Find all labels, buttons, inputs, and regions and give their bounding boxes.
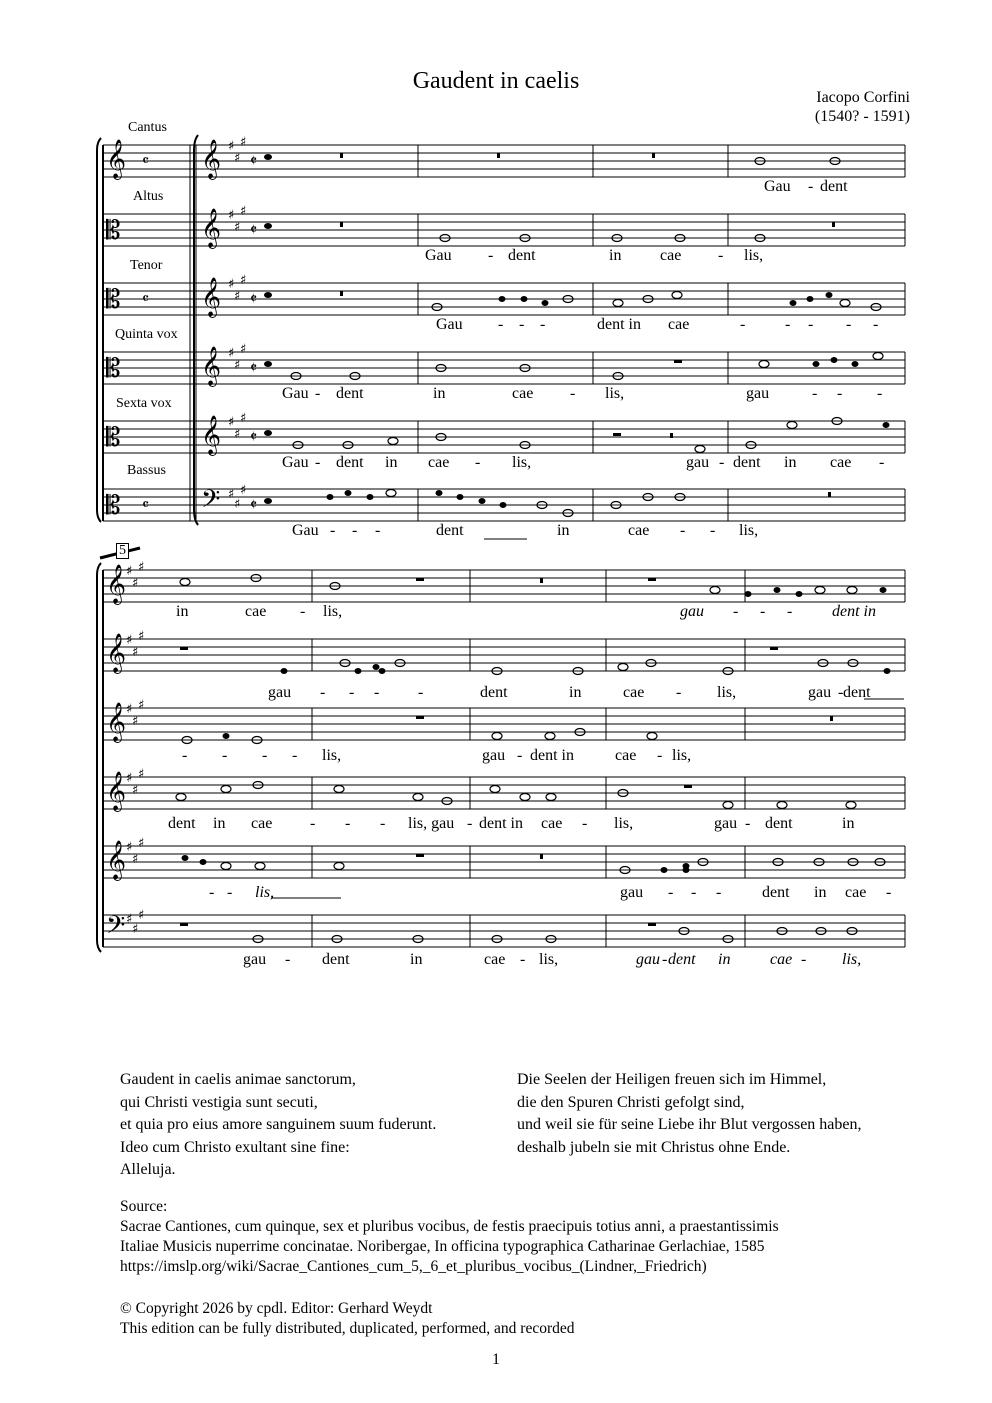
svg-text:𝄵: 𝄵 <box>250 495 258 514</box>
lyric-syllable: Gau <box>764 178 791 195</box>
lyric-syllable: - <box>292 747 298 764</box>
lyric-syllable: dent <box>480 684 508 701</box>
svg-text:♯: ♯ <box>234 151 241 166</box>
text-line: Alleluja. <box>120 1161 176 1178</box>
text-line: Gaudent in caelis animae sanctorum, <box>120 1071 356 1088</box>
lyric-syllable: Gau <box>436 316 463 333</box>
svg-text:♯: ♯ <box>126 702 133 717</box>
lyric-syllable: in <box>176 603 189 620</box>
treble-clef-icon: 𝄞 <box>201 208 222 248</box>
extenders <box>271 539 904 898</box>
page-number: 1 <box>492 1351 500 1368</box>
lyric-syllable: - <box>808 316 814 333</box>
svg-text:𝄵: 𝄵 <box>250 220 258 239</box>
lyric-syllable: - <box>668 884 674 901</box>
text-line: Die Seelen der Heiligen freuen sich im Himmel, <box>517 1071 827 1088</box>
lyric-syllable: in <box>433 385 446 402</box>
lyric-syllable: - <box>808 178 814 195</box>
bass-clef-icon: 𝄢 <box>201 485 221 520</box>
lyric-syllable: dent <box>322 951 350 968</box>
svg-text:♯: ♯ <box>240 204 247 219</box>
lyric-syllable: gau <box>268 684 292 701</box>
lyric-syllable: cae <box>251 815 273 832</box>
voice-label-sexta-vox: Sexta vox <box>116 396 172 411</box>
svg-text:♯: ♯ <box>138 629 145 644</box>
text-line: qui Christi vestigia sunt secuti, <box>120 1093 318 1111</box>
lyric-syllable: - <box>710 522 716 539</box>
svg-text:♯: ♯ <box>126 840 133 855</box>
svg-text:𝄴: 𝄴 <box>142 151 150 170</box>
voice-label-cantus: Cantus <box>128 120 167 135</box>
lyric-syllable: - <box>488 247 494 264</box>
lyric-syllable: in <box>213 815 226 832</box>
lyric-syllable: - <box>877 385 883 402</box>
svg-text:♯: ♯ <box>234 497 241 512</box>
lyric-syllable: cae <box>623 684 645 701</box>
text-line: und weil sie für seine Liebe ihr Blut vergossen haben, <box>517 1116 862 1133</box>
svg-text:♯: ♯ <box>138 698 145 713</box>
copyright-line: © Copyright 2026 by cpdl. Editor: Gerhard Weydt <box>120 1300 433 1317</box>
lyric-syllable: - <box>662 951 668 968</box>
lyric-syllable: - <box>886 884 892 901</box>
lyric-syllable: dent in <box>597 316 641 333</box>
lyric-syllable: cae <box>628 522 650 539</box>
staff-sexta-2 <box>103 846 905 878</box>
license-line: This edition can be fully distributed, duplicated, performed, and recorded <box>120 1320 575 1337</box>
lyric-syllable: cae <box>245 603 267 620</box>
svg-text:𝄵: 𝄵 <box>250 289 258 308</box>
staff-bassus-2 <box>103 915 905 947</box>
lyric-syllable: cae <box>428 454 450 471</box>
lyric-syllable: lis, <box>605 385 625 402</box>
lyric-syllable: gau <box>746 385 770 402</box>
lyric-syllable: - <box>582 815 588 832</box>
latin-text <box>120 1069 436 1182</box>
lyric-syllable: gau <box>243 951 267 968</box>
lyric-syllable: - <box>801 951 807 968</box>
lyric-syllable: lis, <box>539 951 559 968</box>
lyric-syllable: gau <box>620 884 644 901</box>
lyric-syllable: - <box>374 684 380 701</box>
lyric-syllable: - <box>812 385 818 402</box>
lyric-syllable: dent <box>820 178 848 195</box>
text-line: Ideo cum Christo exultant sine fine: <box>120 1138 350 1156</box>
svg-text:♯: ♯ <box>132 783 139 798</box>
lyric-syllable: - <box>352 522 358 539</box>
lyric-syllable: dent <box>168 815 196 832</box>
svg-text:𝄵: 𝄵 <box>250 358 258 377</box>
lyric-syllable: lis, <box>672 747 692 764</box>
lyric-syllable: - <box>787 603 793 620</box>
lyric-syllable: dent <box>436 522 464 539</box>
svg-text:♯: ♯ <box>234 220 241 235</box>
lyric-syllable: dent <box>336 454 364 471</box>
lyric-syllable: - <box>467 815 473 832</box>
lyric-syllable: - <box>262 747 268 764</box>
lyric-syllable: Gau <box>282 454 309 471</box>
lyric-syllable: dent <box>762 884 790 901</box>
svg-text:♯: ♯ <box>132 645 139 660</box>
staff-cantus-2 <box>103 570 905 602</box>
lyric-syllable: dent in <box>832 603 876 620</box>
lyric-syllable: - <box>680 522 686 539</box>
staff-altus-1 <box>103 214 905 246</box>
treble-clef-icon: 𝄞 <box>106 139 127 179</box>
svg-text:♯: ♯ <box>126 912 133 927</box>
composer-name: Iacopo Corfini <box>816 89 910 106</box>
lyric-syllable: lis, <box>739 522 759 539</box>
lyric-syllable: lis, gau <box>408 815 455 832</box>
lyric-syllable: - <box>330 522 336 539</box>
lyric-syllable: lis, <box>744 247 764 264</box>
lyric-syllable: lis, <box>512 454 532 471</box>
lyric-syllable: - <box>837 385 843 402</box>
lyric-syllable: cae <box>541 815 563 832</box>
source-line: Sacrae Cantiones, cum quinque, sex et pluribus vocibus, de festis praecipuis totius anni, a praestantissimis <box>120 1218 779 1235</box>
source-link[interactable]: https://imslp.org/wiki/Sacrae_Cantiones_cum_5,_6_et_pluribus_vocibus_(Lindner,_Friedrich) <box>120 1258 707 1275</box>
svg-text:♯: ♯ <box>240 411 247 426</box>
treble-clef-icon: 𝄞 <box>106 633 127 673</box>
lyric-syllable: gau <box>636 951 660 968</box>
lyric-syllable: - <box>733 603 739 620</box>
lyric-syllable: - <box>345 815 351 832</box>
lyric-syllable: Gau <box>292 522 319 539</box>
lyric-syllable: lis, <box>717 684 737 701</box>
treble-clef-icon: 𝄞 <box>201 415 222 455</box>
source-line: Italiae Musicis nuperrime concinatae. Noribergae, In officina typographica Catharinae Gerlachiae, 1585 <box>120 1238 765 1255</box>
lyric-syllable: cae <box>770 951 793 968</box>
lyric-syllable: - <box>838 684 844 701</box>
svg-text:𝄴: 𝄴 <box>142 495 150 514</box>
measure-number: 5 <box>116 543 129 559</box>
treble-clef-icon: 𝄞 <box>106 564 127 604</box>
text-line: deshalb jubeln sie mit Christus ohne Ende. <box>517 1138 791 1156</box>
bass-clef-icon: 𝄢 <box>106 911 126 946</box>
lyric-syllable: cae <box>845 884 867 901</box>
svg-text:𝄵: 𝄵 <box>250 151 258 170</box>
treble-clef-icon: 𝄞 <box>106 702 127 742</box>
c-clef-icon: 𝄡 <box>106 423 121 453</box>
svg-text:♯: ♯ <box>240 342 247 357</box>
lyric-syllable: gau <box>482 747 506 764</box>
lyric-syllable: gau <box>680 603 704 620</box>
lyric-syllable: gau <box>686 454 710 471</box>
treble-clef-icon: 𝄞 <box>106 771 127 811</box>
lyric-syllable: - <box>315 454 321 471</box>
lyric-syllable: - <box>285 951 291 968</box>
lyric-syllable: gau <box>714 815 738 832</box>
lyric-syllable: in <box>784 454 797 471</box>
lyric-syllable: lis, <box>614 815 634 832</box>
lyric-syllable: - <box>375 522 381 539</box>
lyric-syllable: dent <box>336 385 364 402</box>
svg-text:♯: ♯ <box>138 908 145 923</box>
svg-text:𝄴: 𝄴 <box>142 289 150 308</box>
c-clef-icon: 𝄡 <box>106 216 121 246</box>
lyric-syllable: in <box>718 951 731 968</box>
copyright-block <box>120 1299 575 1339</box>
page-title: Gaudent in caelis <box>412 68 580 94</box>
lyric-syllable: cae <box>830 454 852 471</box>
lyric-syllable: in <box>385 454 398 471</box>
svg-text:𝄵: 𝄵 <box>250 427 258 446</box>
lyric-syllable: - <box>227 884 233 901</box>
lyric-syllable: in <box>569 684 582 701</box>
treble-clef-icon: 𝄞 <box>201 346 222 386</box>
lyric-syllable: - <box>182 747 188 764</box>
lyric-syllable: in <box>842 815 855 832</box>
lyric-syllable: dent <box>508 247 536 264</box>
lyric-syllable: - <box>691 884 697 901</box>
lyric-syllable: in <box>814 884 827 901</box>
voice-label-tenor: Tenor <box>130 258 163 273</box>
svg-text:♯: ♯ <box>132 714 139 729</box>
lyric-syllable: - <box>570 385 576 402</box>
lyric-syllable: - <box>498 316 504 333</box>
staff-sexta-1 <box>103 421 905 453</box>
lyric-syllable: - <box>716 884 722 901</box>
lyric-syllable: - <box>418 684 424 701</box>
svg-text:♯: ♯ <box>126 564 133 579</box>
lyric-syllable: dent <box>733 454 761 471</box>
alto-clefs <box>106 216 121 521</box>
svg-text:♯: ♯ <box>228 346 235 361</box>
lyric-syllable: - <box>349 684 355 701</box>
svg-text:♯: ♯ <box>228 487 235 502</box>
lyric-syllable: lis, <box>323 603 343 620</box>
lyric-syllable: Gau <box>425 247 452 264</box>
text-line: et quia pro eius amore sanguinem suum fuderunt. <box>120 1116 437 1133</box>
svg-text:♯: ♯ <box>132 852 139 867</box>
lyric-syllable: in <box>609 247 622 264</box>
voice-label-bassus: Bassus <box>127 463 166 478</box>
lyric-syllable: dent <box>843 684 871 701</box>
lyric-syllable: - <box>846 316 852 333</box>
staff-cantus-1 <box>103 145 905 177</box>
lyric-syllable: dent in <box>479 815 523 832</box>
staff-quinta-1 <box>103 352 905 384</box>
lyric-syllable: cae <box>484 951 506 968</box>
source-block <box>120 1197 779 1277</box>
lyric-syllable: - <box>310 815 316 832</box>
svg-text:♯: ♯ <box>234 289 241 304</box>
lyric-syllable: lis, <box>322 747 342 764</box>
lyric-syllable: - <box>676 684 682 701</box>
svg-text:♯: ♯ <box>240 273 247 288</box>
lyric-syllable: cae <box>668 316 690 333</box>
lyric-syllable: gau <box>808 684 832 701</box>
lyric-syllable: - <box>320 684 326 701</box>
svg-text:♯: ♯ <box>132 922 139 937</box>
lyric-syllable: Gau <box>282 385 309 402</box>
lyric-syllable: - <box>657 747 663 764</box>
lyric-syllable: cae <box>660 247 682 264</box>
lyric-syllable: lis, <box>255 884 275 901</box>
lyric-syllable: cae <box>512 385 534 402</box>
lyric-syllable: - <box>719 454 725 471</box>
lyric-syllable: - <box>879 454 885 471</box>
lyric-syllable: in <box>410 951 423 968</box>
source-heading: Source: <box>120 1198 168 1215</box>
composer-dates: (1540? - 1591) <box>814 108 910 125</box>
staff-quinta-2 <box>103 777 905 809</box>
lyric-syllable: - <box>520 951 526 968</box>
c-clef-icon: 𝄡 <box>106 491 121 521</box>
svg-text:♯: ♯ <box>126 633 133 648</box>
lyric-syllable: - <box>380 815 386 832</box>
svg-text:♯: ♯ <box>240 483 247 498</box>
lyric-syllable: - <box>519 316 525 333</box>
treble-clef-icon: 𝄞 <box>106 840 127 880</box>
svg-text:♯: ♯ <box>228 139 235 154</box>
treble-clef-icon: 𝄞 <box>201 277 222 317</box>
svg-text:♯: ♯ <box>126 771 133 786</box>
svg-text:♯: ♯ <box>228 277 235 292</box>
svg-text:♯: ♯ <box>228 415 235 430</box>
svg-text:♯: ♯ <box>138 767 145 782</box>
lyric-syllable: - <box>209 884 215 901</box>
text-line: die den Spuren Christi gefolgt sind, <box>517 1093 745 1111</box>
lyric-syllable: - <box>785 316 791 333</box>
lyric-syllable: - <box>300 603 306 620</box>
lyric-syllable: lis, <box>842 951 862 968</box>
lyric-syllable: - <box>718 247 724 264</box>
lyric-syllable: - <box>315 385 321 402</box>
lyric-syllable: - <box>760 603 766 620</box>
staff-altus-2 <box>103 639 905 671</box>
lyric-syllable: - <box>475 454 481 471</box>
c-clef-icon: 𝄡 <box>106 354 121 384</box>
lyric-syllable: - <box>540 316 546 333</box>
svg-text:♯: ♯ <box>138 836 145 851</box>
lyric-syllable: in <box>557 522 570 539</box>
voice-label-altus: Altus <box>133 189 164 204</box>
treble-clef-icon: 𝄞 <box>201 139 222 179</box>
c-clef-icon: 𝄡 <box>106 285 121 315</box>
svg-text:♯: ♯ <box>234 358 241 373</box>
svg-text:♯: ♯ <box>228 208 235 223</box>
lyric-syllable: - <box>222 747 228 764</box>
svg-text:♯: ♯ <box>234 427 241 442</box>
voice-label-quinta-vox: Quinta vox <box>115 327 178 342</box>
lyric-syllable: - <box>745 815 751 832</box>
lyric-syllable: dent <box>668 951 696 968</box>
svg-text:♯: ♯ <box>132 576 139 591</box>
lyric-syllable: dent <box>765 815 793 832</box>
svg-text:♯: ♯ <box>240 135 247 150</box>
lyric-syllable: dent in <box>530 747 574 764</box>
svg-text:♯: ♯ <box>138 560 145 575</box>
lyric-syllable: cae <box>615 747 637 764</box>
lyric-syllable: - <box>873 316 879 333</box>
german-translation <box>517 1069 862 1159</box>
lyric-syllable: - <box>740 316 746 333</box>
lyric-syllable: - <box>517 747 523 764</box>
